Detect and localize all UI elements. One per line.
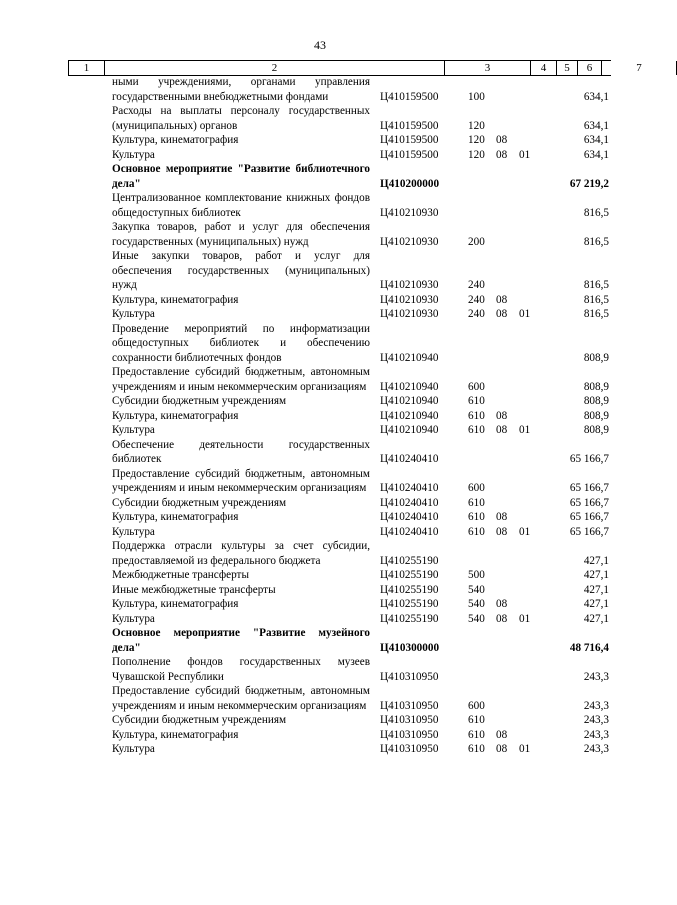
row-subsection: 01 (519, 308, 531, 320)
row-name: Культура, кинематография (112, 598, 239, 610)
row-name: Закупка товаров, работ и услуг для обеспечения государственных (муниципальных) нужд (112, 221, 370, 248)
row-code: Ц410210940 (380, 380, 439, 393)
row-name: Культура (112, 743, 155, 755)
row-expense-type: 610 (468, 424, 485, 436)
row-amount: 427,1 (583, 554, 609, 567)
row-code: Ц410159500 (380, 90, 439, 103)
row-amount: 634,1 (583, 148, 609, 161)
row-name: Обеспечение деятельности государственных библиотек (112, 438, 370, 465)
table-row (0, 467, 640, 496)
row-expense-type: 600 (468, 699, 485, 712)
table-row (0, 626, 640, 655)
row-amount: 634,1 (583, 90, 609, 103)
table-row (0, 249, 640, 293)
row-expense-type: 500 (468, 569, 485, 581)
row-code: Ц410210930 (380, 308, 439, 320)
row-amount: 808,9 (583, 351, 609, 364)
row-amount: 816,5 (583, 206, 609, 219)
row-expense-type: 610 (468, 714, 485, 726)
row-subsection: 01 (519, 525, 531, 538)
row-code: Ц410300000 (380, 641, 440, 654)
row-code: Ц410210930 (380, 235, 439, 248)
header-col-7: 7 (601, 61, 677, 75)
row-expense-type: 610 (468, 496, 485, 509)
row-code: Ц410240410 (380, 525, 439, 538)
row-name: ными учреждениями, органами управления государственными внебюджетными фондами (112, 76, 370, 103)
row-name: Пополнение фондов государственных музеев Чувашской Республики (112, 656, 370, 683)
table-row (0, 510, 640, 525)
row-code: Ц410255190 (380, 598, 439, 610)
row-code: Ц410240410 (380, 453, 439, 465)
row-amount: 243,3 (583, 728, 609, 741)
table-row (0, 162, 640, 191)
row-amount: 243,3 (583, 743, 609, 755)
page-number: 43 (314, 38, 326, 52)
row-name: Иные закупки товаров, работ и услуг для обеспечения государственных (муниципальных) нужд (112, 250, 370, 291)
row-amount: 816,5 (583, 308, 609, 320)
row-expense-type: 240 (468, 308, 485, 320)
table-header (68, 60, 642, 76)
row-name: Иные межбюджетные трансферты (112, 583, 276, 596)
row-section: 08 (496, 308, 508, 320)
row-amount: 427,1 (583, 569, 609, 581)
row-name: Поддержка отрасли культуры за счет субсидии, предоставляемой из федерального бюджета (112, 540, 370, 567)
row-amount: 634,1 (583, 134, 609, 146)
table-row (0, 104, 640, 133)
row-code: Ц410255190 (380, 554, 439, 567)
table-row (0, 220, 640, 249)
table-body (0, 75, 640, 757)
row-name: Предоставление субсидий бюджетным, автономным учреждениям и иным некоммерческим организациям (112, 467, 370, 494)
row-name: Основное мероприятие "Развитие музейного дела" (112, 627, 370, 654)
row-name: Расходы на выплаты персоналу государственных (муниципальных) органов (112, 105, 370, 132)
row-section: 08 (496, 728, 508, 741)
row-subsection: 01 (519, 148, 531, 161)
row-expense-type: 540 (468, 583, 485, 596)
row-amount: 65 166,7 (569, 482, 609, 494)
row-code: Ц410210940 (380, 351, 439, 364)
row-name: Культура (112, 308, 155, 320)
table-row (0, 728, 640, 743)
row-expense-type: 610 (468, 409, 485, 422)
header-col-4: 4 (530, 61, 556, 75)
row-amount: 808,9 (583, 424, 609, 436)
row-amount: 243,3 (583, 714, 609, 726)
row-amount: 634,1 (583, 119, 609, 132)
row-code: Ц410310950 (380, 743, 439, 755)
row-code: Ц410159500 (380, 134, 439, 146)
header-col-2: 2 (104, 61, 444, 75)
table-row (0, 684, 640, 713)
row-name: Культура (112, 148, 155, 161)
row-name: Субсидии бюджетным учреждениям (112, 714, 287, 726)
table-row (0, 409, 640, 424)
row-name: Культура, кинематография (112, 728, 239, 741)
row-amount: 65 166,7 (569, 496, 609, 509)
row-code: Ц410210930 (380, 293, 439, 306)
row-code: Ц410210940 (380, 424, 439, 436)
row-section: 08 (496, 743, 508, 755)
row-expense-type: 240 (468, 293, 485, 306)
row-name: Культура (112, 612, 155, 625)
row-name: Предоставление субсидий бюджетным, автономным учреждениям и иным некоммерческим организациям (112, 685, 370, 712)
table-row (0, 307, 640, 322)
row-code: Ц410310950 (380, 699, 439, 712)
row-amount: 816,5 (583, 235, 609, 248)
row-code: Ц410255190 (380, 583, 439, 596)
row-expense-type: 120 (468, 148, 485, 161)
row-amount: 243,3 (583, 670, 609, 683)
row-section: 08 (496, 511, 508, 523)
row-amount: 427,1 (583, 598, 609, 610)
table-row (0, 191, 640, 220)
row-name: Культура, кинематография (112, 511, 239, 523)
row-expense-type: 100 (468, 90, 485, 103)
row-subsection: 01 (519, 424, 531, 436)
table-row (0, 75, 640, 104)
row-subsection: 01 (519, 743, 531, 755)
row-amount: 243,3 (583, 699, 609, 712)
row-subsection: 01 (519, 612, 531, 625)
header-col-6: 6 (577, 61, 601, 75)
row-section: 08 (496, 134, 508, 146)
row-section: 08 (496, 598, 508, 610)
row-code: Ц410210940 (380, 395, 439, 407)
table-row (0, 496, 640, 511)
row-code: Ц410310950 (380, 714, 439, 726)
row-code: Ц410255190 (380, 569, 439, 581)
row-expense-type: 600 (468, 482, 485, 494)
row-name: Основное мероприятие "Развитие библиотечного дела" (112, 163, 370, 190)
table-row (0, 365, 640, 394)
table-row (0, 423, 640, 438)
row-name: Проведение мероприятий по информатизации общедоступных библиотек и обеспечению сохранности библиотечных фондов (112, 322, 370, 364)
row-code: Ц410159500 (380, 148, 439, 161)
row-amount: 65 166,7 (569, 453, 609, 465)
row-code: Ц410210930 (380, 206, 439, 219)
row-amount: 808,9 (583, 409, 609, 422)
table-row (0, 133, 640, 148)
row-amount: 427,1 (583, 583, 609, 596)
row-amount: 816,5 (583, 293, 609, 306)
table-row (0, 148, 640, 163)
table-row (0, 293, 640, 308)
row-expense-type: 120 (468, 119, 485, 132)
table-row (0, 583, 640, 598)
row-expense-type: 240 (468, 279, 485, 291)
row-code: Ц410240410 (380, 496, 439, 509)
table-row (0, 742, 640, 757)
row-name: Субсидии бюджетным учреждениям (112, 395, 287, 407)
row-name: Культура (112, 424, 155, 436)
row-code: Ц410210930 (380, 279, 439, 291)
table-row (0, 394, 640, 409)
row-name: Межбюджетные трансферты (112, 569, 249, 581)
header-col-3: 3 (444, 61, 530, 75)
row-amount: 427,1 (583, 612, 609, 625)
row-expense-type: 610 (468, 743, 485, 755)
row-code: Ц410159500 (380, 119, 439, 132)
table-row (0, 539, 640, 568)
row-amount: 816,5 (583, 279, 609, 291)
row-name: Предоставление субсидий бюджетным, автономным учреждениям и иным некоммерческим организациям (112, 366, 370, 393)
row-amount: 808,9 (583, 395, 609, 407)
row-code: Ц410210940 (380, 409, 439, 422)
row-section: 08 (496, 293, 508, 306)
row-expense-type: 610 (468, 511, 485, 523)
row-amount: 65 166,7 (569, 525, 609, 538)
table-row (0, 525, 640, 540)
table-row (0, 713, 640, 728)
row-expense-type: 540 (468, 598, 485, 610)
row-expense-type: 610 (468, 395, 485, 407)
row-name: Субсидии бюджетным учреждениям (112, 496, 287, 509)
header-col-1: 1 (68, 61, 104, 75)
table-row (0, 322, 640, 366)
row-amount: 48 716,4 (569, 641, 609, 654)
table-row (0, 438, 640, 467)
row-expense-type: 200 (468, 235, 485, 248)
row-expense-type: 610 (468, 525, 485, 538)
row-code: Ц410310950 (380, 670, 439, 683)
table-row (0, 568, 640, 583)
row-name: Культура, кинематография (112, 293, 239, 306)
row-expense-type: 120 (468, 134, 485, 146)
row-name: Культура, кинематография (112, 409, 239, 422)
row-amount: 808,9 (583, 380, 609, 393)
row-section: 08 (496, 148, 508, 161)
row-code: Ц410240410 (380, 482, 439, 494)
row-name: Культура (112, 525, 155, 538)
row-section: 08 (496, 424, 508, 436)
row-section: 08 (496, 612, 508, 625)
row-name: Централизованное комплектование книжных фондов общедоступных библиотек (112, 192, 370, 219)
table-row (0, 655, 640, 684)
row-expense-type: 610 (468, 728, 485, 741)
row-amount: 65 166,7 (569, 511, 609, 523)
row-code: Ц410200000 (380, 177, 440, 190)
header-col-5: 5 (556, 61, 577, 75)
row-section: 08 (496, 409, 508, 422)
row-code: Ц410310950 (380, 728, 439, 741)
row-code: Ц410255190 (380, 612, 439, 625)
row-name: Культура, кинематография (112, 134, 239, 146)
row-code: Ц410240410 (380, 511, 439, 523)
row-amount: 67 219,2 (569, 177, 609, 190)
row-expense-type: 540 (468, 612, 485, 625)
row-section: 08 (496, 525, 508, 538)
table-row (0, 612, 640, 627)
row-expense-type: 600 (468, 380, 485, 393)
table-row (0, 597, 640, 612)
